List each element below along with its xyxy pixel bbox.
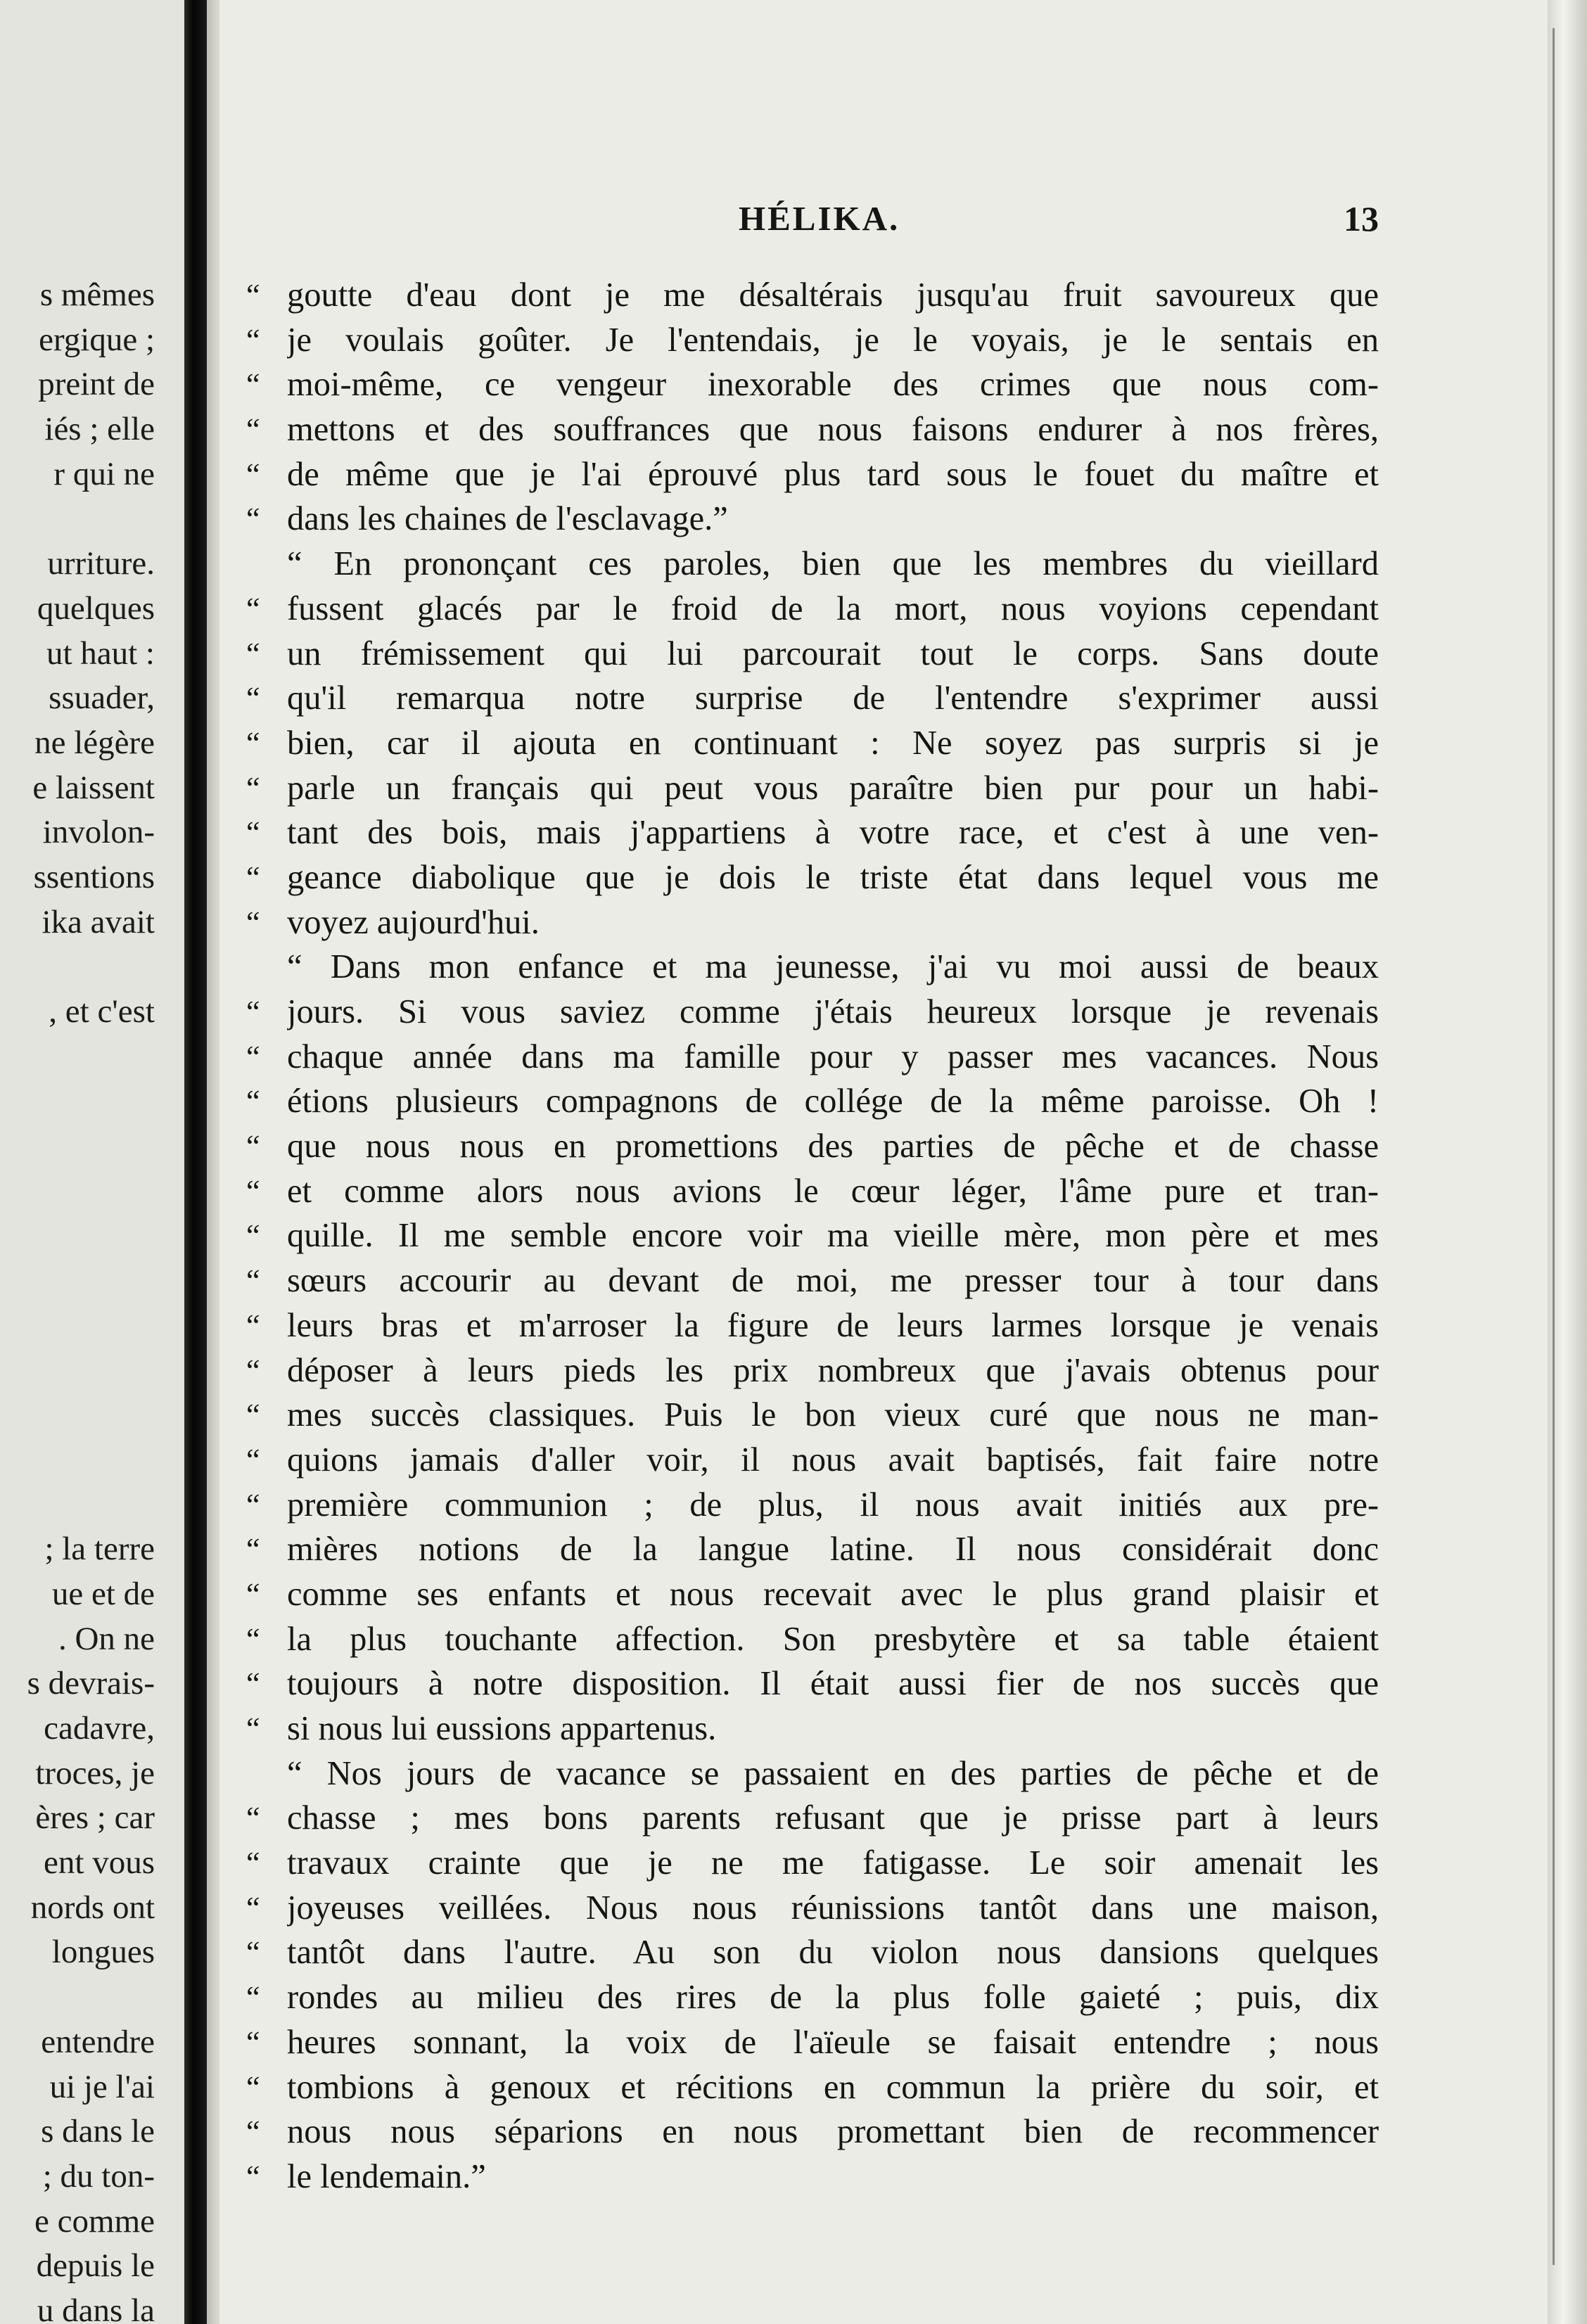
text-line <box>246 452 1379 497</box>
line-text: jours. Si vous saviez comme j'étais heureux lorsque je revenais <box>287 993 1379 1030</box>
line-text: geance diabolique que je dois le triste état dans lequel vous me <box>287 858 1379 896</box>
left-page-line: iés ; elle <box>44 411 155 448</box>
text-line <box>246 1303 1379 1348</box>
text-line <box>246 1796 1379 1841</box>
line-text: bien, car il ajouta en continuant : Ne soyez pas surpris si je <box>287 724 1379 762</box>
line-text: chasse ; mes bons parents refusant que je prisse part à leurs <box>287 1799 1379 1837</box>
left-page-line <box>27 497 155 542</box>
left-page-line: cadavre, <box>44 1710 155 1747</box>
line-text: joyeuses veillées. Nous nous réunissions tantôt dans une maison, <box>287 1889 1379 1927</box>
text-line <box>246 1572 1379 1617</box>
left-page-line: ères ; car <box>35 1799 155 1837</box>
left-page-line: troces, je <box>35 1754 155 1792</box>
left-page-line: e laissent <box>32 769 155 806</box>
quote-mark: “ <box>246 2024 260 2060</box>
left-page-line: ue et de <box>51 1575 155 1612</box>
quote-mark: “ <box>246 1801 260 1836</box>
quote-mark: “ <box>246 1890 260 1925</box>
text-line <box>246 721 1379 766</box>
quote-mark: “ <box>246 1398 260 1433</box>
line-text: goutte d'eau dont je me désaltérais jusqu'au fruit savoureux que <box>287 276 1379 314</box>
quote-mark <box>246 542 287 587</box>
line-text: quille. Il me semble encore voir ma vieille mère, mon père et mes <box>287 1217 1379 1255</box>
text-line <box>246 1617 1379 1662</box>
left-page-line <box>27 945 155 990</box>
left-page-line <box>27 1483 155 1528</box>
text-line <box>246 632 1379 677</box>
text-line <box>246 1751 1379 1796</box>
text-line <box>246 1975 1379 2020</box>
quote-mark: “ <box>246 770 260 805</box>
line-text: heures sonnant, la voix de l'aïeule se faisait entendre ; nous <box>287 2023 1379 2061</box>
left-page-line: ergique ; <box>39 321 155 358</box>
quote-mark: “ <box>246 1129 260 1164</box>
text-line <box>246 1483 1379 1528</box>
left-page-line: s devrais- <box>27 1665 155 1702</box>
quote-mark: “ <box>246 502 260 537</box>
quote-mark <box>246 945 287 990</box>
line-text: “ Nos jours de vacance se passaient en des parties de pêche et de <box>287 1754 1379 1792</box>
left-page-line <box>27 1975 155 2020</box>
left-page-line: ; du ton- <box>42 2157 155 2195</box>
line-text: “ Dans mon enfance et ma jeunesse, j'ai vu moi aussi de beaux <box>287 948 1379 986</box>
line-text: que nous nous en promettions des parties de pêche et de chasse <box>287 1128 1379 1166</box>
text-line <box>246 1213 1379 1258</box>
quote-mark: “ <box>246 1218 260 1253</box>
line-text: si nous lui eussions appartenus. <box>287 1710 717 1747</box>
left-page-line: r qui ne <box>53 455 155 492</box>
quote-mark: “ <box>246 860 260 895</box>
left-page-line: e comme <box>34 2202 155 2240</box>
quote-mark: “ <box>246 2069 260 2105</box>
text-line <box>246 900 1379 945</box>
quote-mark: “ <box>246 367 260 402</box>
text-line <box>246 318 1379 363</box>
left-page-line: ssentions <box>33 858 155 895</box>
text-line <box>246 1930 1379 1975</box>
page-header <box>253 198 1379 248</box>
left-page-line: ssuader, <box>49 679 155 717</box>
left-page-line: nords ont <box>30 1889 155 1926</box>
quote-mark: “ <box>246 1084 260 1119</box>
text-line <box>246 1348 1379 1393</box>
text-line <box>246 1258 1379 1303</box>
left-page-line <box>27 1393 155 1438</box>
quote-mark: “ <box>246 1846 260 1881</box>
quote-mark: “ <box>246 1621 260 1656</box>
text-line <box>246 2109 1379 2154</box>
quote-mark: “ <box>246 1308 260 1343</box>
line-text: déposer à leurs pieds les prix nombreux que j'avais obtenus pour <box>287 1351 1379 1389</box>
quote-mark: “ <box>246 1263 260 1298</box>
quote-mark: “ <box>246 412 260 447</box>
quote-mark: “ <box>246 1576 260 1611</box>
quote-mark: “ <box>246 1173 260 1208</box>
left-page-line: quelques <box>37 589 155 627</box>
line-text: moi-même, ce vengeur inexorable des crimes que nous com- <box>287 366 1379 404</box>
text-line <box>246 1124 1379 1169</box>
text-line <box>246 542 1379 587</box>
line-text: tombions à genoux et récitions en commun la prière du soir, et <box>287 2068 1379 2106</box>
text-line <box>246 1706 1379 1751</box>
text-line <box>246 1841 1379 1886</box>
line-text: mettons et des souffrances que nous faisons endurer à nos frères, <box>287 411 1379 449</box>
text-line <box>246 2154 1379 2200</box>
line-text: parle un français qui peut vous paraître bien pur pour un habi- <box>287 769 1379 807</box>
quote-mark: “ <box>246 1487 260 1522</box>
text-line <box>246 2065 1379 2110</box>
left-page-line: s mêmes <box>39 276 155 313</box>
text-line <box>246 766 1379 811</box>
left-page-line: ent vous <box>44 1844 155 1882</box>
book-gutter <box>184 0 207 2324</box>
line-text: nous nous séparions en nous promettant bien de recommencer <box>287 2113 1379 2151</box>
text-line <box>246 945 1379 990</box>
quote-mark <box>246 1751 287 1796</box>
left-page-line <box>27 1213 155 1258</box>
line-text: première communion ; de plus, il nous avait initiés aux pre- <box>287 1486 1379 1524</box>
line-text: travaux crainte que je ne me fatigasse. Le soir amenait les <box>287 1844 1379 1882</box>
left-page-line: . On ne <box>58 1620 155 1657</box>
quote-mark: “ <box>246 1442 260 1477</box>
quote-mark: “ <box>246 456 260 492</box>
left-page-line: , et c'est <box>49 993 155 1030</box>
left-page-line: ut haut : <box>46 634 155 672</box>
line-text: “ En prononçant ces paroles, bien que les membres du vieillard <box>287 545 1379 583</box>
text-line <box>246 1661 1379 1706</box>
line-text: leurs bras et m'arroser la figure de leurs larmes lorsque je venais <box>287 1306 1379 1344</box>
left-page-line: ui je l'ai <box>49 2068 155 2105</box>
gutter-shadow <box>207 0 219 2324</box>
text-line <box>246 810 1379 855</box>
page-edge-line <box>1553 28 1555 2265</box>
line-text: toujours à notre disposition. Il était aussi fier de nos succès que <box>287 1665 1379 1703</box>
left-page-line: depuis le <box>36 2247 155 2285</box>
quote-mark: “ <box>246 636 260 671</box>
left-page-line <box>27 1438 155 1483</box>
left-page-line <box>27 1303 155 1348</box>
quote-mark: “ <box>246 1935 260 1970</box>
left-page-line: u dans la <box>37 2292 155 2324</box>
text-line <box>246 2020 1379 2065</box>
text-line <box>246 676 1379 721</box>
text-line <box>246 497 1379 542</box>
line-text: sœurs accourir au devant de moi, me presser tour à tour dans <box>287 1262 1379 1300</box>
line-text: chaque année dans ma famille pour y passer mes vacances. Nous <box>287 1038 1379 1075</box>
left-page-line <box>27 1348 155 1393</box>
line-text: voyez aujourd'hui. <box>287 903 540 941</box>
quote-mark: “ <box>246 1980 260 2015</box>
line-text: un frémissement qui lui parcourait tout le corps. Sans doute <box>287 634 1379 672</box>
left-page-line <box>27 1124 155 1169</box>
body-text <box>246 273 1379 2200</box>
line-text: tant des bois, mais j'appartiens à votre race, et c'est à une ven- <box>287 814 1379 852</box>
quote-mark: “ <box>246 2159 260 2194</box>
line-text: je voulais goûter. Je l'entendais, je le voyais, je le sentais en <box>287 321 1379 359</box>
line-text: quions jamais d'aller voir, il nous avait baptisés, fait faire notre <box>287 1441 1379 1479</box>
line-text: qu'il remarqua notre surprise de l'entendre s'exprimer aussi <box>287 679 1379 717</box>
text-line <box>246 1393 1379 1438</box>
quote-mark: “ <box>246 1039 260 1074</box>
line-text: et comme alors nous avions le cœur léger, l'âme pure et tran- <box>287 1172 1379 1210</box>
text-line <box>246 362 1379 407</box>
quote-mark: “ <box>246 1711 260 1746</box>
line-text: rondes au milieu des rires de la plus folle gaieté ; puis, dix <box>287 1979 1379 2017</box>
quote-mark: “ <box>246 995 260 1029</box>
left-page-line <box>27 1035 155 1080</box>
line-text: dans les chaines de l'esclavage.” <box>287 500 728 538</box>
quote-mark: “ <box>246 2114 260 2150</box>
text-line <box>246 1079 1379 1124</box>
text-line <box>246 1886 1379 1931</box>
quote-mark: “ <box>246 278 260 312</box>
left-page-line: ne légère <box>34 724 155 761</box>
quote-mark: “ <box>246 1353 260 1388</box>
quote-mark: “ <box>246 591 260 626</box>
left-facing-page-fragment <box>0 0 184 2324</box>
quote-mark: “ <box>246 681 260 716</box>
left-page-line: ika avait <box>42 903 155 940</box>
text-line <box>246 407 1379 452</box>
quote-mark: “ <box>246 322 260 357</box>
text-line <box>246 1035 1379 1080</box>
text-line <box>246 855 1379 900</box>
left-page-text <box>27 273 155 2324</box>
text-line <box>246 1169 1379 1214</box>
quote-mark: “ <box>246 815 260 850</box>
line-text: fussent glacés par le froid de la mort, nous voyions cependant <box>287 589 1379 627</box>
line-text: tantôt dans l'autre. Au son du violon nous dansions quelques <box>287 1934 1379 1972</box>
running-title: HÉLIKA. <box>739 199 900 238</box>
left-page-line <box>27 1169 155 1214</box>
quote-mark: “ <box>246 1666 260 1702</box>
quote-mark: “ <box>246 905 260 940</box>
line-text: comme ses enfants et nous recevait avec le plus grand plaisir et <box>287 1575 1379 1613</box>
left-page-line <box>27 1079 155 1124</box>
text-line <box>246 587 1379 632</box>
left-page-line: involon- <box>42 814 155 851</box>
left-page-line: entendre <box>41 2023 155 2060</box>
left-page-line: longues <box>51 1934 155 1971</box>
text-line <box>246 1438 1379 1483</box>
quote-mark: “ <box>246 725 260 760</box>
line-text: étions plusieurs compagnons de collége de la même paroisse. Oh ! <box>287 1083 1379 1120</box>
line-text: la plus touchante affection. Son presbytère et sa table étaient <box>287 1620 1379 1658</box>
left-page-line: urriture. <box>47 545 155 582</box>
line-text: mes succès classiques. Puis le bon vieux curé que nous ne man- <box>287 1396 1379 1434</box>
text-line <box>246 1527 1379 1572</box>
quote-mark: “ <box>246 1532 260 1567</box>
page-number: 13 <box>1344 199 1379 238</box>
left-page-line: ; la terre <box>44 1531 155 1568</box>
text-line <box>246 273 1379 318</box>
line-text: de même que je l'ai éprouvé plus tard sous le fouet du maître et <box>287 455 1379 493</box>
text-line <box>246 990 1379 1035</box>
left-page-line <box>27 1258 155 1303</box>
line-text: le lendemain.” <box>287 2157 486 2195</box>
left-page-line: s dans le <box>41 2113 155 2150</box>
left-page-line: preint de <box>38 366 155 403</box>
line-text: mières notions de la langue latine. Il nous considérait donc <box>287 1531 1379 1569</box>
